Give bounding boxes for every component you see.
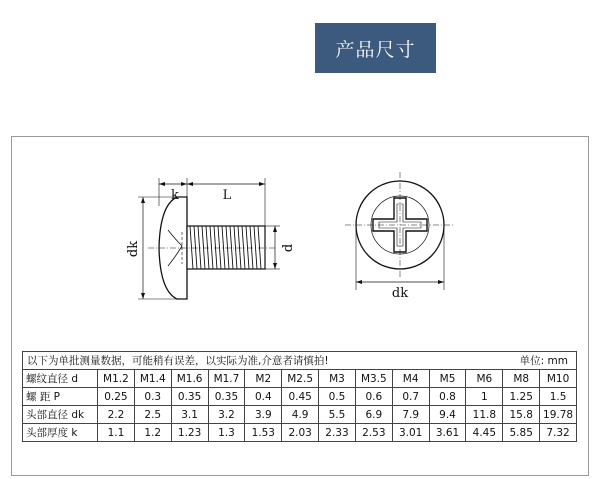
table-cell: 4.45 xyxy=(466,424,503,442)
table-cell: 0.6 xyxy=(355,388,392,406)
table-cell: 15.8 xyxy=(503,406,540,424)
table-cell: 3.01 xyxy=(392,424,429,442)
table-cell: 2.03 xyxy=(282,424,319,442)
header-cell: M6 xyxy=(466,370,503,388)
table-row xyxy=(23,406,577,424)
table-cell: 1.1 xyxy=(98,424,135,442)
spec-table xyxy=(22,351,577,442)
table-cell: 1.3 xyxy=(208,424,245,442)
table-cell: 0.4 xyxy=(245,388,282,406)
header-cell: M1.2 xyxy=(98,370,135,388)
L-label: L xyxy=(222,188,232,203)
k-label: k xyxy=(171,188,179,203)
table-cell: 0.3 xyxy=(134,388,171,406)
dk-side-label: dk xyxy=(126,240,141,258)
dk-front-label: dk xyxy=(391,286,409,301)
table-cell: 3.1 xyxy=(171,406,208,424)
header-cell: M8 xyxy=(503,370,540,388)
unit-label: 单位: mm xyxy=(519,355,568,367)
note-row xyxy=(23,352,577,370)
table-cell: 6.9 xyxy=(355,406,392,424)
header-cell: M5 xyxy=(429,370,466,388)
header-cell: M10 xyxy=(540,370,577,388)
table-header-row xyxy=(23,370,577,388)
header-cell: 螺纹直径 d xyxy=(23,370,98,388)
table-cell: 4.9 xyxy=(282,406,319,424)
table-cell: 1.2 xyxy=(134,424,171,442)
measurement-note: 以下为单批测量数据，可能稍有误差，以实际为准,介意者请慎拍! xyxy=(27,355,329,367)
table-cell: 19.78 xyxy=(540,406,577,424)
table-cell: 0.45 xyxy=(282,388,319,406)
table-cell: 3.2 xyxy=(208,406,245,424)
table-cell: 1 xyxy=(466,388,503,406)
header-cell: M1.6 xyxy=(171,370,208,388)
table-cell: 2.5 xyxy=(134,406,171,424)
table-cell: 2.53 xyxy=(355,424,392,442)
table-cell: 0.35 xyxy=(208,388,245,406)
table-cell: 2.2 xyxy=(98,406,135,424)
row-label: 螺 距 P xyxy=(23,388,98,406)
table-cell: 2.33 xyxy=(319,424,356,442)
table-cell: 0.5 xyxy=(319,388,356,406)
table-row xyxy=(23,388,577,406)
row-label: 头部厚度 k xyxy=(23,424,98,442)
table-cell: 3.61 xyxy=(429,424,466,442)
header-cell: M1.4 xyxy=(134,370,171,388)
table-cell: 5.85 xyxy=(503,424,540,442)
header-cell: M1.7 xyxy=(208,370,245,388)
table-cell: 11.8 xyxy=(466,406,503,424)
row-label: 头部直径 dk xyxy=(23,406,98,424)
table-cell: 0.7 xyxy=(392,388,429,406)
table-cell: 7.32 xyxy=(540,424,577,442)
table-cell: 0.8 xyxy=(429,388,466,406)
header-cell: M3.5 xyxy=(355,370,392,388)
table-cell: 0.25 xyxy=(98,388,135,406)
table-cell: 9.4 xyxy=(429,406,466,424)
table-cell: 1.25 xyxy=(503,388,540,406)
table-cell: 0.35 xyxy=(171,388,208,406)
table-cell: 1.23 xyxy=(171,424,208,442)
d-label: d xyxy=(281,243,296,253)
header-cell: M3 xyxy=(319,370,356,388)
table-cell: 7.9 xyxy=(392,406,429,424)
table-cell: 1.53 xyxy=(245,424,282,442)
table-cell: 3.9 xyxy=(245,406,282,424)
page-title: 产品尺寸 xyxy=(315,23,436,73)
table-row xyxy=(23,424,577,442)
header-cell: M2 xyxy=(245,370,282,388)
table-cell: 5.5 xyxy=(319,406,356,424)
header-cell: M4 xyxy=(392,370,429,388)
header-cell: M2.5 xyxy=(282,370,319,388)
table-cell: 1.5 xyxy=(540,388,577,406)
